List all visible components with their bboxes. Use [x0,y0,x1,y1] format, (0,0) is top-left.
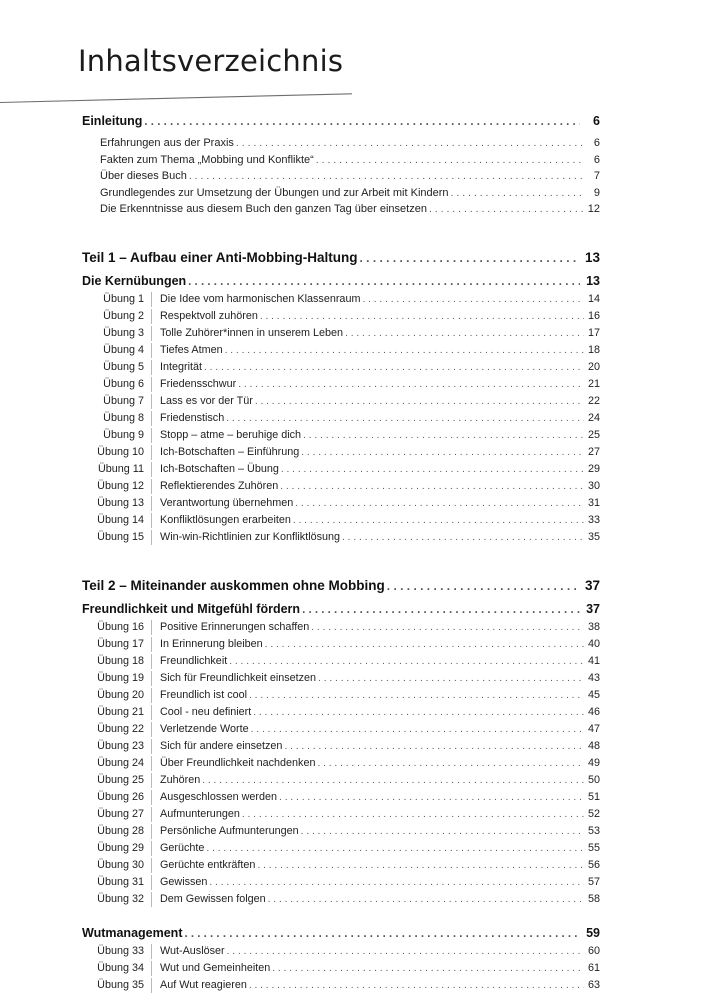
exercise-number: Übung 8 [103,411,144,424]
section-page-number: 59 [586,925,600,940]
exercise-number: Übung 12 [97,479,144,492]
toc-entry-row[interactable] [100,185,600,202]
dot-leader [257,857,584,874]
exercise-body [152,891,600,908]
toc-exercise-row[interactable] [82,478,600,495]
exercise-body [152,789,600,806]
exercise-body [152,670,600,687]
toc-exercise-row[interactable] [82,376,600,393]
toc-exercise-row[interactable] [82,857,600,874]
exercise-title: Gerüchte [160,841,205,854]
exercise-page-number: 24 [587,411,600,424]
exercise-title: Stopp – atme – beruhige dich [160,428,302,441]
toc-exercise-row[interactable] [82,874,600,891]
exercise-title: Friedenstisch [160,411,225,424]
exercise-title: Aufmunterungen [160,807,240,820]
toc-exercise-row[interactable] [82,977,600,994]
exercise-page-number: 17 [587,326,600,339]
exercise-body [152,687,600,704]
exercise-page-number: 61 [587,961,600,974]
exercise-number: Übung 13 [97,496,144,509]
toc-exercise-row[interactable] [82,704,600,721]
exercise-title: Ausgeschlossen werden [160,790,278,803]
part-label: Teil 1 – Aufbau einer Anti-Mobbing-Haltung [82,249,358,265]
toc-part-row[interactable] [82,576,600,596]
exercise-page-number: 57 [587,875,600,888]
exercise-title: Freundlichkeit [160,654,228,667]
dot-leader [272,960,584,977]
exercise-body [152,478,600,495]
toc-exercise-row[interactable] [82,529,600,546]
dot-leader [316,152,583,169]
exercise-page-number: 21 [587,377,600,390]
exercise-title: Wut-Auslöser [160,944,225,957]
toc-section-row[interactable] [82,272,600,291]
exercise-title: Gewissen [160,875,208,888]
toc-exercise-row[interactable] [82,755,600,772]
exercise-page-number: 33 [587,513,600,526]
toc-exercise-row[interactable] [82,427,600,444]
dot-leader [301,444,584,461]
chapter-page-number: 6 [593,114,600,128]
exercise-title: Integrität [160,360,203,373]
entry-label: Über dieses Buch [100,170,187,182]
dot-leader [362,291,584,308]
toc-part-row[interactable] [82,248,600,268]
exercise-number: Übung 16 [97,620,144,633]
exercise-body [152,977,600,994]
toc-exercise-row[interactable] [82,738,600,755]
toc-exercise-row[interactable] [82,359,600,376]
exercise-page-number: 41 [587,654,600,667]
exercise-page-number: 25 [587,428,600,441]
exercise-number: Übung 19 [97,671,144,684]
exercise-body [152,376,600,393]
exercise-page-number: 45 [587,688,600,701]
exercise-page-number: 22 [587,394,600,407]
exercise-number: Übung 22 [97,722,144,735]
dot-leader [229,653,584,670]
exercise-title: Freundlich ist cool [160,688,248,701]
exercise-page-number: 60 [587,944,600,957]
exercise-page-number: 14 [587,292,600,305]
exercise-number: Übung 14 [97,513,144,526]
exercise-number: Übung 29 [97,841,144,854]
exercise-number: Übung 25 [97,773,144,786]
exercise-number: Übung 32 [97,892,144,905]
exercise-number: Übung 5 [103,360,144,373]
exercise-title: Respektvoll zuhören [160,309,258,322]
dot-leader [188,272,580,291]
toc-exercise-row[interactable] [82,960,600,977]
exercise-number: Übung 27 [97,807,144,820]
exercise-page-number: 49 [587,756,600,769]
exercise-page-number: 35 [587,530,600,543]
dot-leader [249,977,584,994]
toc-exercise-row[interactable] [82,393,600,410]
spacer [0,546,707,576]
part-page-number: 13 [584,249,600,265]
dot-leader [204,359,584,376]
dot-leader [238,376,584,393]
dot-leader [302,600,580,619]
title-underline-rule [0,93,352,104]
exercise-number: Übung 21 [97,705,144,718]
dot-leader [293,512,584,529]
exercise-number: Übung 9 [103,428,144,441]
dot-leader [227,943,584,960]
exercise-body [152,874,600,891]
dot-leader [236,135,583,152]
exercise-body [152,410,600,427]
toc-entry-row[interactable] [100,135,600,152]
exercise-page-number: 27 [587,445,600,458]
dot-leader [280,478,584,495]
table-of-contents [0,112,707,994]
exercise-page-number: 51 [587,790,600,803]
exercise-body [152,512,600,529]
dot-leader [184,924,580,943]
exercise-body [152,325,600,342]
exercise-number: Übung 23 [97,739,144,752]
dot-leader [303,427,584,444]
exercise-title: Positive Erinnerungen schaffen [160,620,310,633]
toc-exercise-row[interactable] [82,687,600,704]
toc-exercise-row[interactable] [82,495,600,512]
dot-leader [451,185,583,202]
exercise-body [152,653,600,670]
exercise-page-number: 20 [587,360,600,373]
exercise-title: Tiefes Atmen [160,343,223,356]
exercise-number: Übung 6 [103,377,144,390]
exercise-page-number: 50 [587,773,600,786]
exercise-title: Tolle Zuhörer*innen in unserem Leben [160,326,344,339]
exercise-body [152,806,600,823]
dot-leader [260,308,584,325]
dot-leader [295,495,584,512]
toc-entry-row[interactable] [100,168,600,185]
exercise-title: Verletzende Worte [160,722,249,735]
exercise-page-number: 56 [587,858,600,871]
page-title: Inhaltsverzeichnis [78,44,344,78]
part-label: Teil 2 – Miteinander auskommen ohne Mobbing [82,577,385,593]
exercise-number: Übung 3 [103,326,144,339]
dot-leader [284,738,584,755]
toc-exercise-row[interactable] [82,308,600,325]
toc-exercise-row[interactable] [82,943,600,960]
dot-leader [359,248,578,268]
dot-leader [253,704,584,721]
exercise-title: Lass es vor der Tür [160,394,253,407]
toc-entry-row[interactable] [100,201,600,218]
exercise-page-number: 48 [587,739,600,752]
exercise-page-number: 46 [587,705,600,718]
exercise-title: Win-win-Richtlinien zur Konfliktlösung [160,530,341,543]
exercise-page-number: 29 [587,462,600,475]
exercise-title: Cool - neu definiert [160,705,252,718]
exercise-number: Übung 35 [97,978,144,991]
toc-exercise-row[interactable] [82,721,600,738]
exercise-number: Übung 30 [97,858,144,871]
dot-leader [242,806,584,823]
spacer [0,908,707,924]
exercise-body [152,840,600,857]
exercise-body [152,738,600,755]
exercise-number: Übung 11 [97,462,144,475]
toc-exercise-row[interactable] [82,789,600,806]
exercise-number: Übung 18 [97,654,144,667]
title-block [0,44,707,104]
toc-section-row[interactable] [82,924,600,943]
exercise-title: Ich-Botschaften – Einführung [160,445,300,458]
exercise-body [152,495,600,512]
exercise-page-number: 30 [587,479,600,492]
toc-exercise-row[interactable] [82,444,600,461]
dot-leader [387,576,578,596]
exercise-title: Wut und Gemeinheiten [160,961,271,974]
dot-leader [281,461,584,478]
toc-exercise-row[interactable] [82,823,600,840]
exercise-title: Persönliche Aufmunterungen [160,824,299,837]
exercise-number: Übung 20 [97,688,144,701]
dot-leader [251,721,584,738]
toc-exercise-row[interactable] [82,670,600,687]
dot-leader [279,789,584,806]
exercise-number: Übung 17 [97,637,144,650]
dot-leader [202,772,584,789]
exercise-body [152,636,600,653]
exercise-title: Ich-Botschaften – Übung [160,462,279,475]
exercise-number: Übung 2 [103,309,144,322]
entry-label: Die Erkenntnisse aus diesem Buch den ganzen Tag über einsetzen [100,203,427,215]
dot-leader [301,823,584,840]
exercise-page-number: 63 [587,978,600,991]
entry-page-number: 6 [593,153,600,166]
dot-leader [429,201,583,218]
exercise-title: Reflektierendes Zuhören [160,479,279,492]
exercise-page-number: 18 [587,343,600,356]
exercise-body [152,291,600,308]
dot-leader [206,840,584,857]
exercise-page-number: 53 [587,824,600,837]
dot-leader [318,670,584,687]
spacer [0,218,707,248]
toc-chapter-row[interactable] [82,112,600,131]
exercise-page-number: 16 [587,309,600,322]
toc-exercise-row[interactable] [82,772,600,789]
dot-leader [342,529,584,546]
entry-page-number: 9 [593,186,600,199]
exercise-number: Übung 28 [97,824,144,837]
exercise-number: Übung 34 [97,961,144,974]
exercise-number: Übung 10 [97,445,144,458]
entry-page-number: 6 [593,137,600,149]
dot-leader [189,168,583,185]
toc-exercise-row[interactable] [82,410,600,427]
exercise-body [152,444,600,461]
entry-label: Grundlegendes zur Umsetzung der Übungen und zur Arbeit mit Kindern [100,186,449,199]
exercise-page-number: 52 [587,807,600,820]
exercise-title: Auf Wut reagieren [160,978,247,991]
dot-leader [268,891,584,908]
dot-leader [255,393,584,410]
section-label: Wutmanagement [82,925,183,940]
exercise-number: Übung 26 [97,790,144,803]
entry-page-number: 12 [587,203,600,215]
toc-exercise-row[interactable] [82,461,600,478]
exercise-body [152,772,600,789]
toc-exercise-row[interactable] [82,512,600,529]
exercise-title: Konfliktlösungen erarbeiten [160,513,291,526]
exercise-title: Sich für Freundlichkeit einsetzen [160,671,317,684]
exercise-body [152,529,600,546]
toc-exercise-row[interactable] [82,291,600,308]
exercise-title: Über Freundlichkeit nachdenken [160,756,316,769]
exercise-body [152,755,600,772]
dot-leader [345,325,584,342]
toc-exercise-row[interactable] [82,342,600,359]
toc-exercise-row[interactable] [82,653,600,670]
section-page-number: 37 [586,601,600,616]
toc-exercise-row[interactable] [82,325,600,342]
exercise-title: Dem Gewissen folgen [160,892,266,905]
exercise-number: Übung 15 [97,530,144,543]
toc-exercise-row[interactable] [82,636,600,653]
exercise-number: Übung 4 [103,343,144,356]
exercise-body [152,359,600,376]
dot-leader [144,112,580,131]
exercise-title: Die Idee vom harmonischen Klassenraum [160,292,361,305]
exercise-number: Übung 7 [103,394,144,407]
exercise-page-number: 55 [587,841,600,854]
exercise-page-number: 31 [587,496,600,509]
exercise-body [152,461,600,478]
exercise-title: Zuhören [160,773,201,786]
exercise-body [152,619,600,636]
exercise-body [152,943,600,960]
section-label: Die Kernübungen [82,273,187,288]
exercise-body [152,857,600,874]
exercise-body [152,704,600,721]
section-label: Freundlichkeit und Mitgefühl fördern [82,601,301,616]
exercise-page-number: 43 [587,671,600,684]
exercise-title: Friedensschwur [160,377,237,390]
dot-leader [226,410,584,427]
toc-exercise-row[interactable] [82,806,600,823]
exercise-body [152,960,600,977]
dot-leader [225,342,584,359]
exercise-page-number: 38 [587,620,600,633]
toc-exercise-row[interactable] [82,891,600,908]
toc-section-row[interactable] [82,600,600,619]
part-page-number: 37 [584,577,600,593]
chapter-label: Einleitung [82,114,143,128]
dot-leader [317,755,584,772]
section-page-number: 13 [586,273,600,288]
exercise-number: Übung 31 [97,875,144,888]
exercise-body [152,427,600,444]
exercise-body [152,308,600,325]
exercise-number: Übung 1 [103,292,144,305]
exercise-number: Übung 24 [97,756,144,769]
exercise-title: In Erinnerung bleiben [160,637,263,650]
exercise-body [152,393,600,410]
entry-page-number: 7 [593,170,600,182]
entry-label: Erfahrungen aus der Praxis [100,137,234,149]
dot-leader [249,687,584,704]
exercise-title: Gerüchte entkräften [160,858,256,871]
exercise-body [152,721,600,738]
toc-exercise-row[interactable] [82,840,600,857]
exercise-page-number: 47 [587,722,600,735]
exercise-body [152,823,600,840]
exercise-page-number: 58 [587,892,600,905]
exercise-body [152,342,600,359]
entry-label: Fakten zum Thema „Mobbing und Konflikte“ [100,153,314,166]
dot-leader [311,619,584,636]
exercise-title: Sich für andere einsetzen [160,739,283,752]
toc-exercise-row[interactable] [82,619,600,636]
exercise-page-number: 40 [587,637,600,650]
exercise-number: Übung 33 [97,944,144,957]
dot-leader [265,636,584,653]
dot-leader [209,874,584,891]
exercise-title: Verantwortung übernehmen [160,496,294,509]
toc-entry-row[interactable] [100,152,600,169]
